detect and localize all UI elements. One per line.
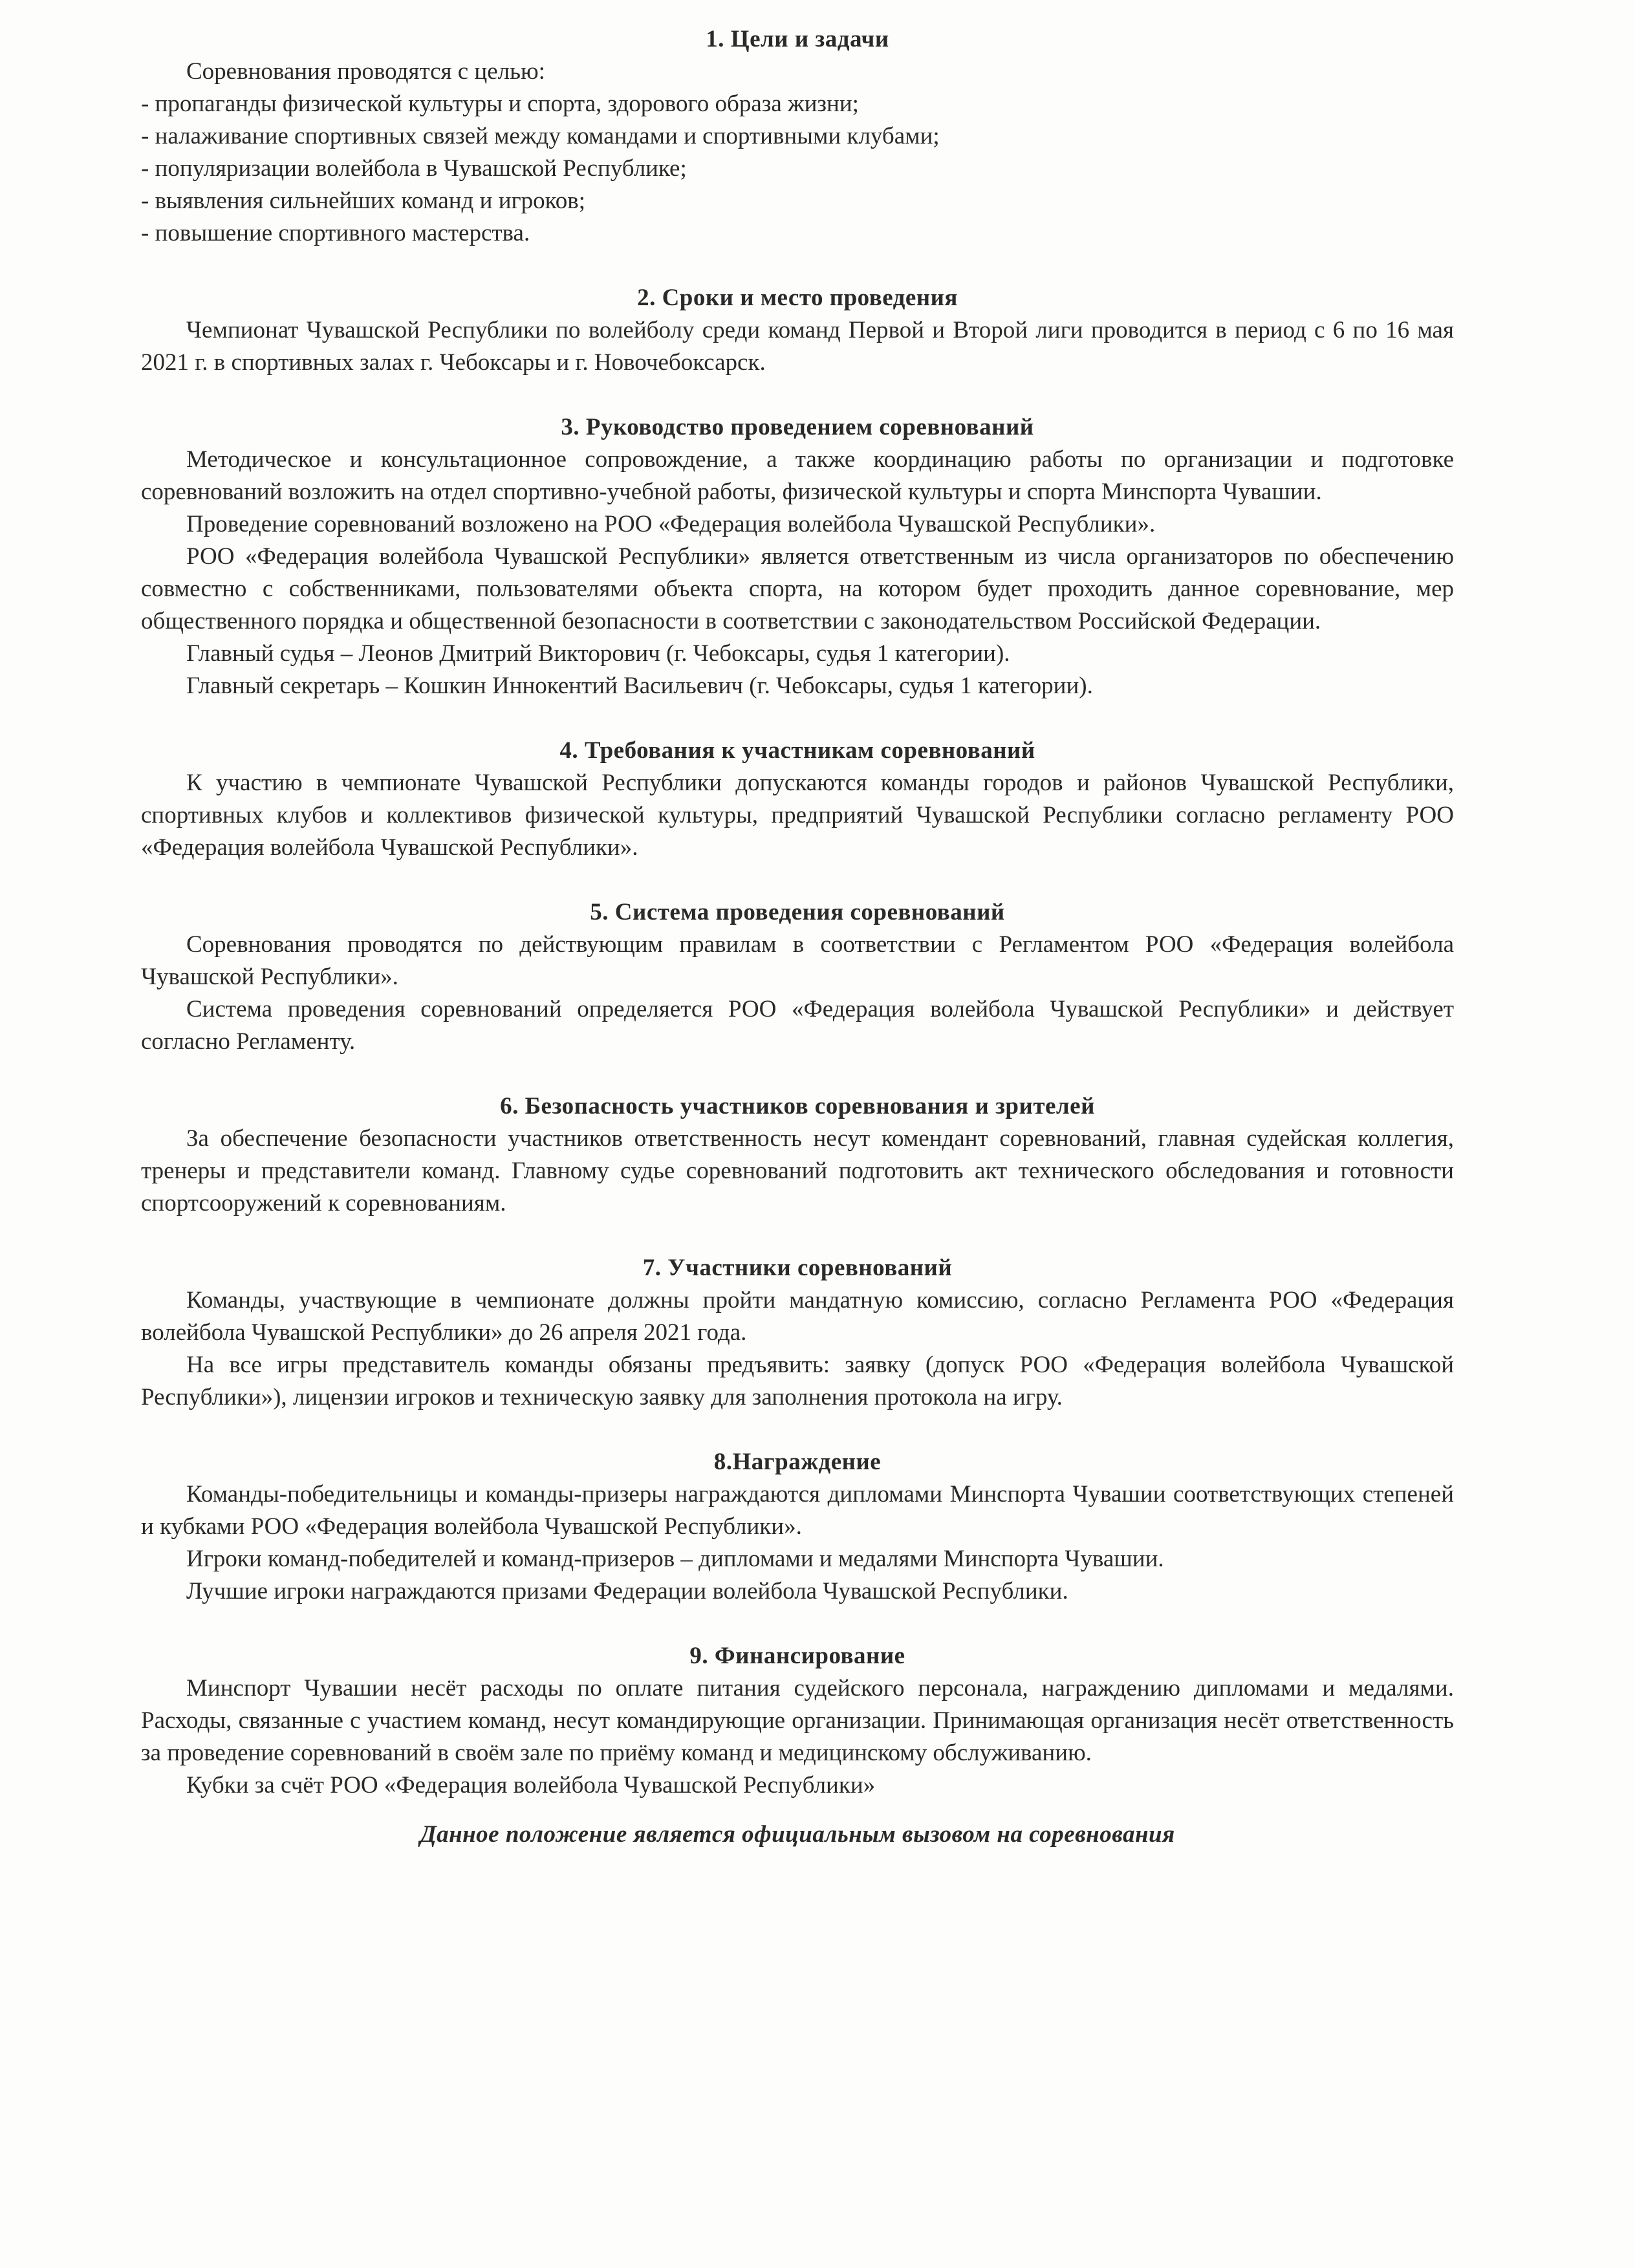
paragraph: Методическое и консультационное сопровождение, а также координацию работы по организации и подготовке соревнований возложить на отдел спортивно-учебной работы, физической культуры и спорта Минспорта Чувашии. (141, 446, 1454, 505)
section-participants (141, 1252, 1454, 1414)
paragraph: Кубки за счёт РОО «Федерация волейбола Чувашской Республики» (186, 1772, 876, 1798)
paragraph: Чемпионат Чувашской Республики по волейболу среди команд Первой и Второй лиги проводится в период с 6 по 16 мая 2021 г. в спортивных залах г. Чебоксары и г. Новочебоксарск. (141, 317, 1454, 376)
list-item: - выявления сильнейших команд и игроков; (141, 188, 586, 214)
section-goals (141, 23, 1454, 250)
section-title: 3. Руководство проведением соревнований (561, 414, 1034, 440)
section-intro: Соревнования проводятся с целью: (186, 58, 545, 85)
list-item: - налаживание спортивных связей между командами и спортивными клубами; (141, 123, 940, 149)
paragraph: К участию в чемпионате Чувашской Республики допускаются команды городов и районов Чувашской Республики, спортивных клубов и коллективов физической культуры, предприятий Чувашской Республики согласно регламенту РОО «Федерация волейбола Чувашской Республики». (141, 770, 1454, 861)
paragraph: РОО «Федерация волейбола Чувашской Республики» является ответственным из числа организаторов по обеспечению совместно с собственниками, пользователями объекта спорта, на котором будет проходить данное соревнование, мер общественного порядка и общественной безопасности в соответствии с законодательством Российской Федерации. (141, 543, 1454, 634)
paragraph: Команды-победительницы и команды-призеры награждаются дипломами Минспорта Чувашии соответствующих степеней и кубками РОО «Федерация волейбола Чувашской Республики». (141, 1481, 1454, 1540)
paragraph: Соревнования проводятся по действующим правилам в соответствии с Регламентом РОО «Федерация волейбола Чувашской Республики». (141, 931, 1454, 990)
list-item: - пропаганды физической культуры и спорта, здорового образа жизни; (141, 91, 859, 117)
section-participant-requirements (141, 735, 1454, 864)
section-competition-system (141, 896, 1454, 1058)
section-dates-place (141, 282, 1454, 379)
paragraph: Лучшие игроки награждаются призами Федерации волейбола Чувашской Республики. (186, 1578, 1068, 1604)
section-title: 9. Финансирование (689, 1643, 905, 1669)
final-note: Данное положение является официальным вызовом на соревнования (420, 1821, 1175, 1848)
paragraph: Главный судья – Леонов Дмитрий Викторович (г. Чебоксары, судья 1 категории). (186, 640, 1010, 667)
section-management (141, 411, 1454, 702)
goals-list (141, 88, 1454, 250)
section-title: 1. Цели и задачи (706, 26, 889, 52)
section-title: 6. Безопасность участников соревнования и зрителей (500, 1093, 1095, 1119)
paragraph: Минспорт Чувашии несёт расходы по оплате питания судейского персонала, награждению дипломами и медалями. Расходы, связанные с участием команд, несут командирующие организации. Принимающая организация несёт ответственность за проведение соревнований в своём зале по приёму команд и медицинскому обслуживанию. (141, 1675, 1454, 1766)
section-title: 7. Участники соревнований (642, 1255, 953, 1281)
paragraph: Главный секретарь – Кошкин Иннокентий Васильевич (г. Чебоксары, судья 1 категории). (186, 673, 1093, 699)
section-title: 2. Сроки и место проведения (637, 285, 958, 311)
section-safety (141, 1090, 1454, 1220)
list-item: - повышение спортивного мастерства. (141, 220, 530, 246)
paragraph: За обеспечение безопасности участников ответственность несут комендант соревнований, главная судейская коллегия, тренеры и представители команд. Главному судье соревнований подготовить акт технического обследования и готовности спортсооружений к соревнованиям. (141, 1125, 1454, 1216)
paragraph: Игроки команд-победителей и команд-призеров – дипломами и медалями Минспорта Чувашии. (186, 1546, 1164, 1572)
paragraph: Проведение соревнований возложено на РОО «Федерация волейбола Чувашской Республики». (186, 511, 1156, 537)
section-title: 4. Требования к участникам соревнований (559, 737, 1035, 764)
section-awards (141, 1446, 1454, 1608)
document-page (141, 23, 1454, 1875)
list-item: - популяризации волейбола в Чувашской Республике; (141, 155, 687, 182)
paragraph: Команды, участвующие в чемпионате должны пройти мандатную комиссию, согласно Регламента РОО «Федерация волейбола Чувашской Республики» до 26 апреля 2021 года. (141, 1287, 1454, 1346)
section-title: 8.Награждение (713, 1449, 882, 1475)
paragraph: Система проведения соревнований определяется РОО «Федерация волейбола Чувашской Республики» и действует согласно Регламенту. (141, 996, 1454, 1055)
section-title: 5. Система проведения соревнований (590, 899, 1005, 925)
paragraph: На все игры представитель команды обязаны предъявить: заявку (допуск РОО «Федерация волейбола Чувашской Республики»), лицензии игроков и техническую заявку для заполнения протокола на игру. (141, 1352, 1454, 1410)
section-financing (141, 1640, 1454, 1802)
